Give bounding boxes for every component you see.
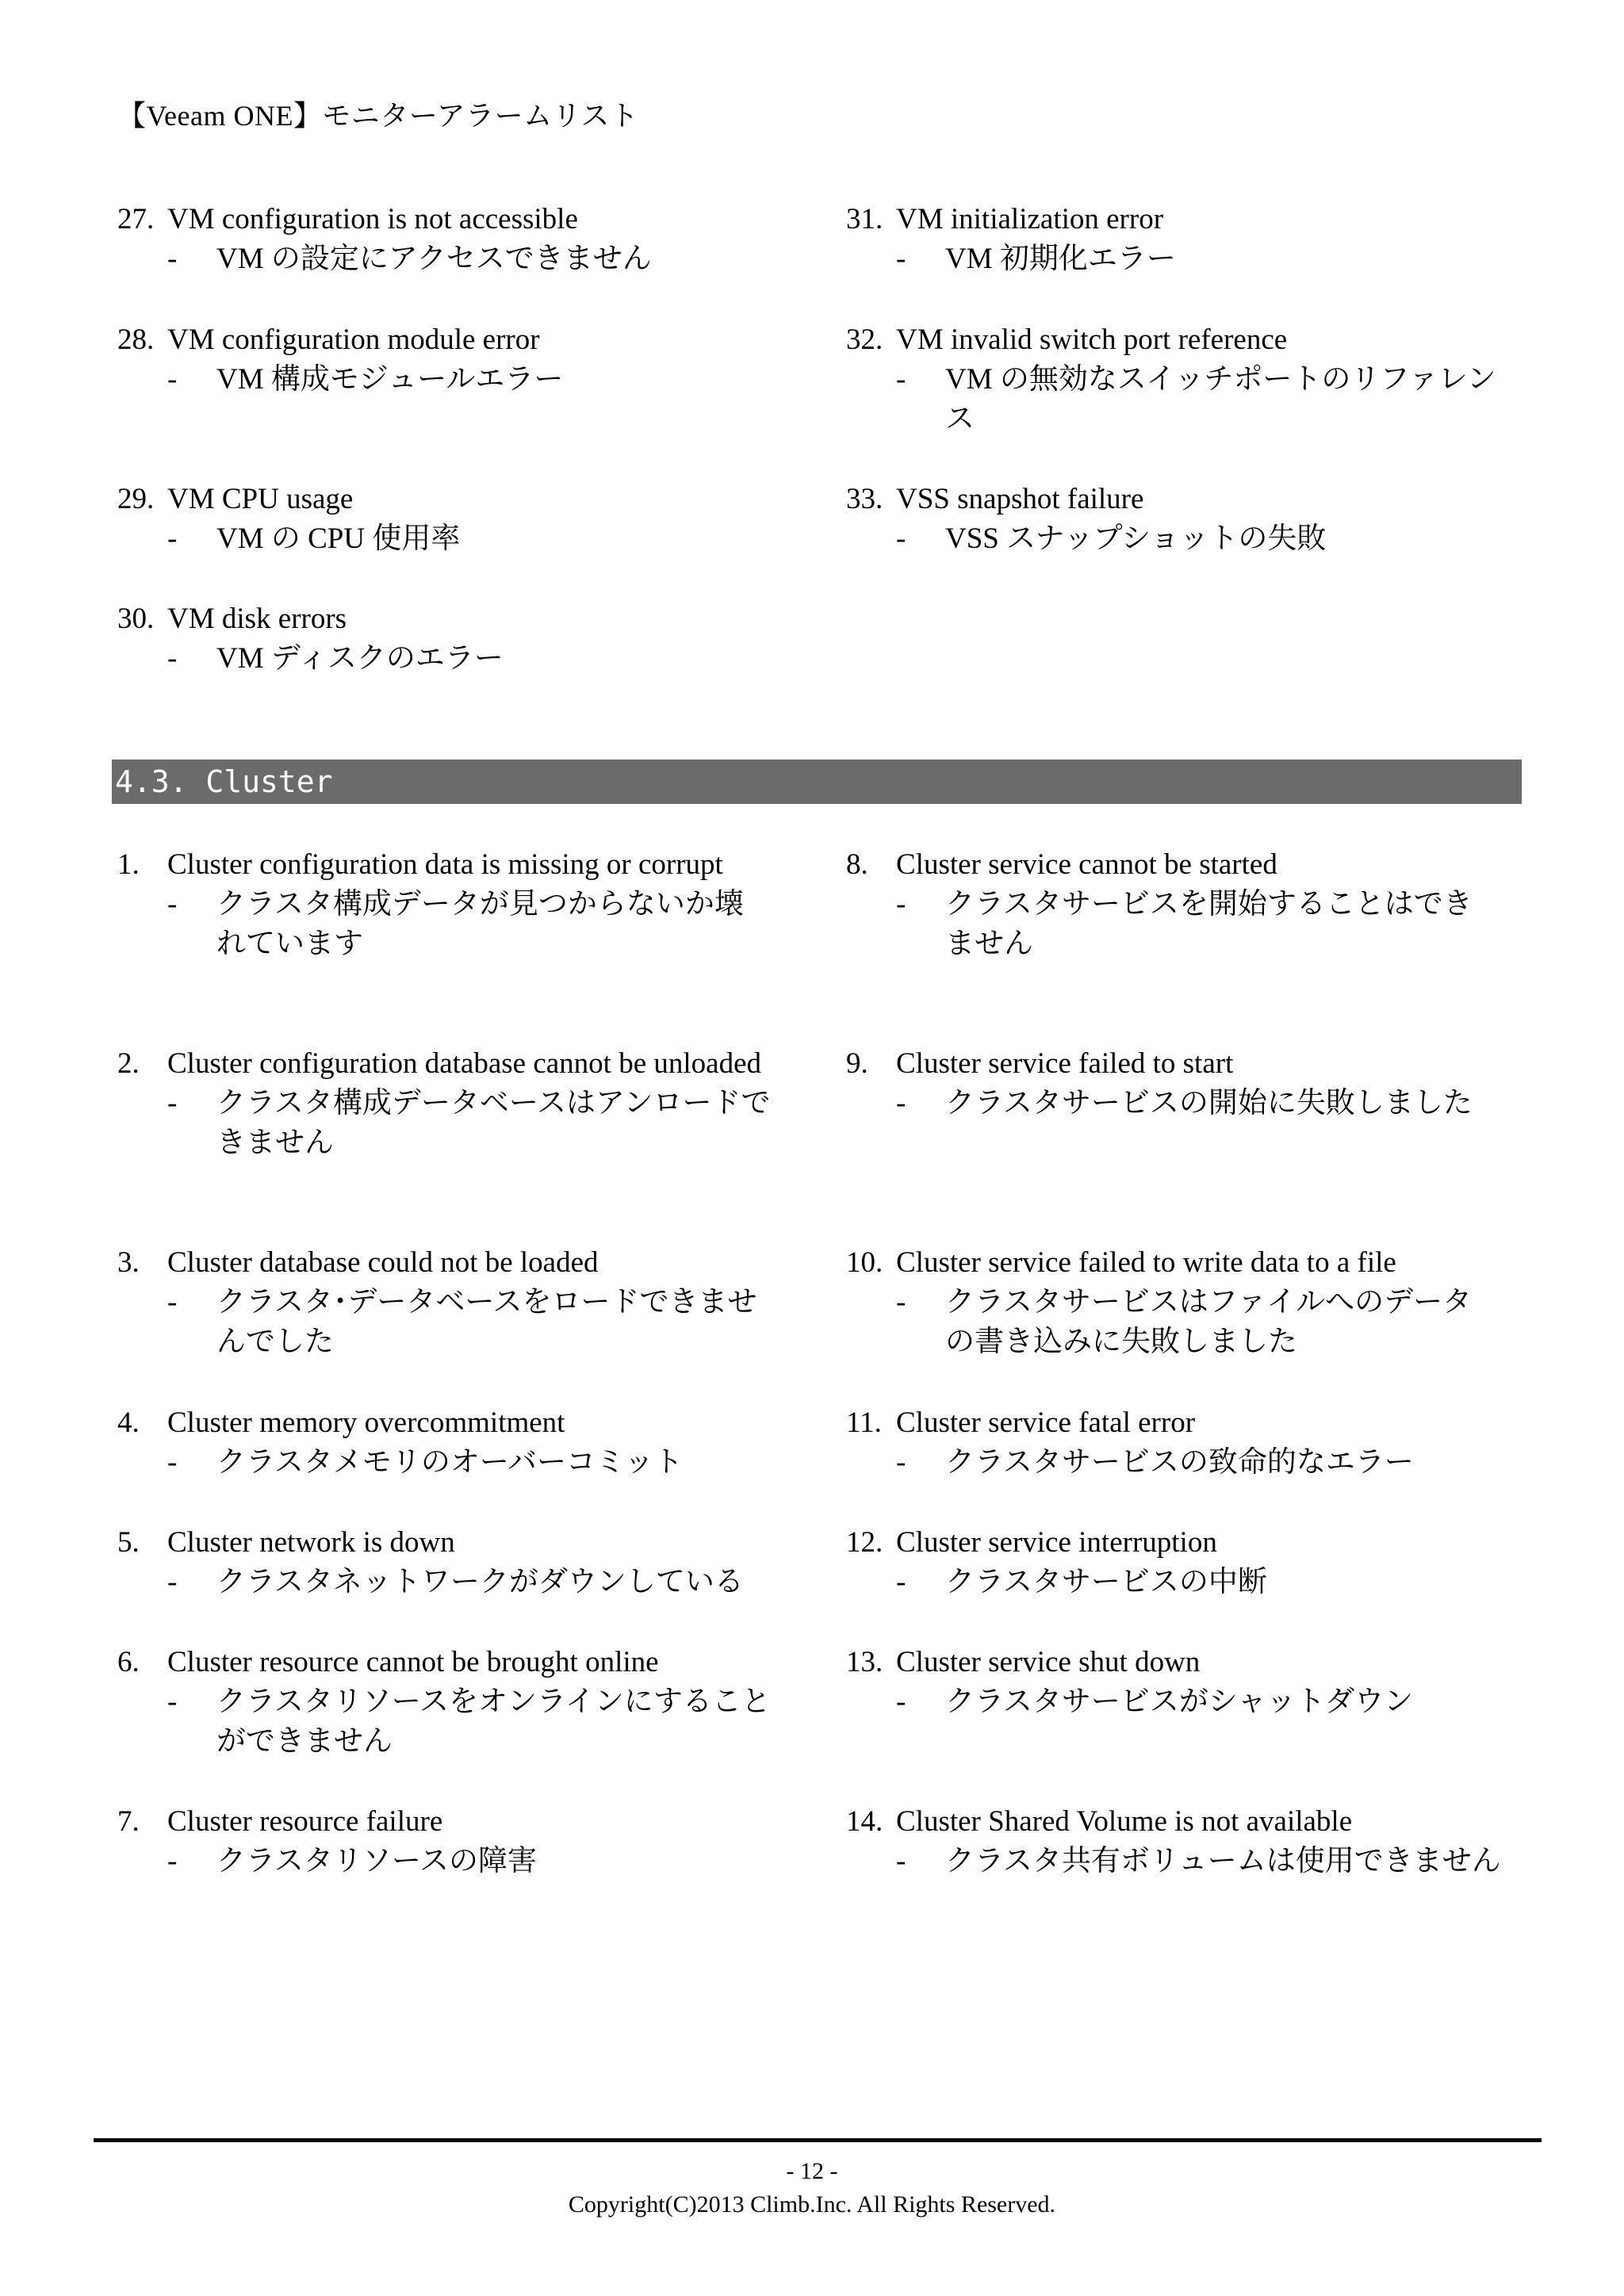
bullet-dash: -: [167, 1286, 178, 1318]
bullet-dash: -: [896, 1686, 906, 1718]
item-number: 14.: [846, 1805, 883, 1838]
item-title: Cluster configuration database cannot be unloaded: [167, 1047, 761, 1080]
item-translation: クラスタネットワークがダウンしている: [216, 1566, 744, 1598]
item-title: Cluster service interruption: [896, 1526, 1217, 1559]
item-number: 32.: [846, 323, 883, 356]
list-item: [846, 1044, 1520, 1123]
item-translation: クラスタサービスを開始することはできません: [945, 888, 1473, 960]
item-translation: クラスタ構成データが見つからないか壊れています: [216, 888, 744, 960]
list-item: [846, 1643, 1520, 1722]
list-item: [117, 480, 791, 559]
item-title: Cluster service shut down: [896, 1646, 1201, 1678]
item-title: Cluster resource cannot be brought online: [167, 1646, 659, 1678]
item-number: 3.: [117, 1246, 140, 1279]
item-number: 10.: [846, 1246, 883, 1279]
item-translation: VM の設定にアクセスできません: [216, 243, 652, 275]
list-item: [846, 1802, 1520, 1881]
item-translation: クラスタサービスの開始に失敗しました: [945, 1087, 1473, 1119]
list-item: [846, 320, 1520, 439]
item-translation: VM 構成モジュールエラー: [216, 363, 564, 396]
item-title: VM CPU usage: [167, 483, 354, 515]
bullet-dash: -: [896, 243, 906, 275]
item-number: 29.: [117, 483, 155, 515]
item-number: 9.: [846, 1047, 868, 1080]
item-number: 8.: [846, 848, 868, 881]
bullet-dash: -: [167, 642, 178, 675]
item-title: Cluster resource failure: [167, 1805, 443, 1838]
item-translation: VM ディスクのエラー: [216, 642, 504, 675]
item-title: VM initialization error: [896, 203, 1164, 235]
item-translation: VM の CPU 使用率: [216, 522, 461, 555]
page-number: - 12 -: [786, 2158, 838, 2184]
bullet-dash: -: [896, 1087, 906, 1119]
bullet-dash: -: [896, 1286, 906, 1318]
bullet-dash: -: [167, 363, 178, 396]
item-title: VM disk errors: [167, 603, 347, 635]
item-translation: クラスタサービスがシャットダウン: [945, 1686, 1414, 1718]
list-item: [117, 1044, 791, 1163]
item-title: VSS snapshot failure: [896, 483, 1144, 515]
item-number: 1.: [117, 848, 140, 881]
bullet-dash: -: [896, 363, 906, 396]
list-item: [117, 1403, 791, 1483]
list-item: [846, 1403, 1520, 1483]
item-title: Cluster database could not be loaded: [167, 1246, 599, 1279]
item-translation: クラスタ･データベースをロードできませんでした: [216, 1286, 757, 1358]
bullet-dash: -: [167, 1446, 178, 1479]
item-title: Cluster memory overcommitment: [167, 1406, 565, 1439]
bullet-dash: -: [896, 1566, 906, 1598]
bullet-dash: -: [167, 1686, 178, 1718]
item-title: Cluster service failed to start: [896, 1047, 1234, 1080]
list-item: [846, 200, 1520, 279]
item-number: 28.: [117, 323, 155, 356]
item-translation: クラスタリソースをオンラインにすることができません: [216, 1686, 771, 1758]
item-title: VM configuration is not accessible: [167, 203, 578, 235]
bullet-dash: -: [896, 522, 906, 555]
list-item: [117, 599, 791, 679]
item-number: 27.: [117, 203, 155, 235]
item-number: 7.: [117, 1805, 140, 1838]
item-number: 2.: [117, 1047, 140, 1080]
list-item: [117, 320, 791, 400]
bullet-dash: -: [167, 888, 178, 920]
list-item: [117, 1523, 791, 1602]
bullet-dash: -: [896, 888, 906, 920]
item-number: 31.: [846, 203, 883, 235]
bullet-dash: -: [167, 243, 178, 275]
item-translation: クラスタサービスの中断: [945, 1566, 1267, 1598]
bullet-dash: -: [167, 1087, 178, 1119]
item-translation: クラスタサービスはファイルへのデータの書き込みに失敗しました: [945, 1286, 1473, 1358]
list-item: [117, 845, 791, 964]
item-number: 12.: [846, 1526, 883, 1559]
section-heading: 4.3. Cluster: [112, 760, 1522, 804]
item-title: VM configuration module error: [167, 323, 540, 356]
item-translation: VSS スナップショットの失敗: [945, 522, 1327, 555]
item-number: 30.: [117, 603, 155, 635]
item-number: 5.: [117, 1526, 140, 1559]
bullet-dash: -: [167, 1566, 178, 1598]
item-translation: クラスタサービスの致命的なエラー: [945, 1446, 1414, 1479]
bullet-dash: -: [167, 522, 178, 555]
item-translation: VM の無効なスイッチポートのリファレンス: [945, 363, 1496, 435]
list-item: [846, 1523, 1520, 1602]
bullet-dash: -: [896, 1446, 906, 1479]
item-number: 11.: [846, 1406, 882, 1439]
list-item: [846, 480, 1520, 559]
item-title: Cluster configuration data is missing or corrupt: [167, 848, 723, 881]
copyright-notice: Copyright(C)2013 Climb.Inc. All Rights Reserved.: [568, 2191, 1056, 2218]
list-item: [846, 845, 1520, 964]
page-header: 【Veeam ONE】モニターアラームリスト: [117, 100, 639, 132]
item-number: 33.: [846, 483, 883, 515]
list-item: [117, 1243, 791, 1362]
item-translation: クラスタ構成データベースはアンロードできません: [216, 1087, 771, 1159]
item-title: Cluster service cannot be started: [896, 848, 1277, 881]
bullet-dash: -: [896, 1845, 906, 1877]
footer-divider: [94, 2138, 1542, 2142]
item-title: Cluster Shared Volume is not available: [896, 1805, 1353, 1838]
item-title: Cluster service fatal error: [896, 1406, 1196, 1439]
list-item: [117, 1643, 791, 1762]
list-item: [117, 200, 791, 279]
item-title: Cluster network is down: [167, 1526, 455, 1559]
item-translation: VM 初期化エラー: [945, 243, 1176, 275]
item-number: 4.: [117, 1406, 140, 1439]
item-translation: クラスタメモリのオーバーコミット: [216, 1446, 684, 1479]
item-number: 13.: [846, 1646, 883, 1678]
list-item: [117, 1802, 791, 1881]
list-item: [846, 1243, 1520, 1362]
item-translation: クラスタ共有ボリュームは使用できません: [945, 1845, 1501, 1877]
item-title: VM invalid switch port reference: [896, 323, 1288, 356]
item-title: Cluster service failed to write data to a file: [896, 1246, 1396, 1279]
item-number: 6.: [117, 1646, 140, 1678]
bullet-dash: -: [167, 1845, 178, 1877]
item-translation: クラスタリソースの障害: [216, 1845, 538, 1877]
